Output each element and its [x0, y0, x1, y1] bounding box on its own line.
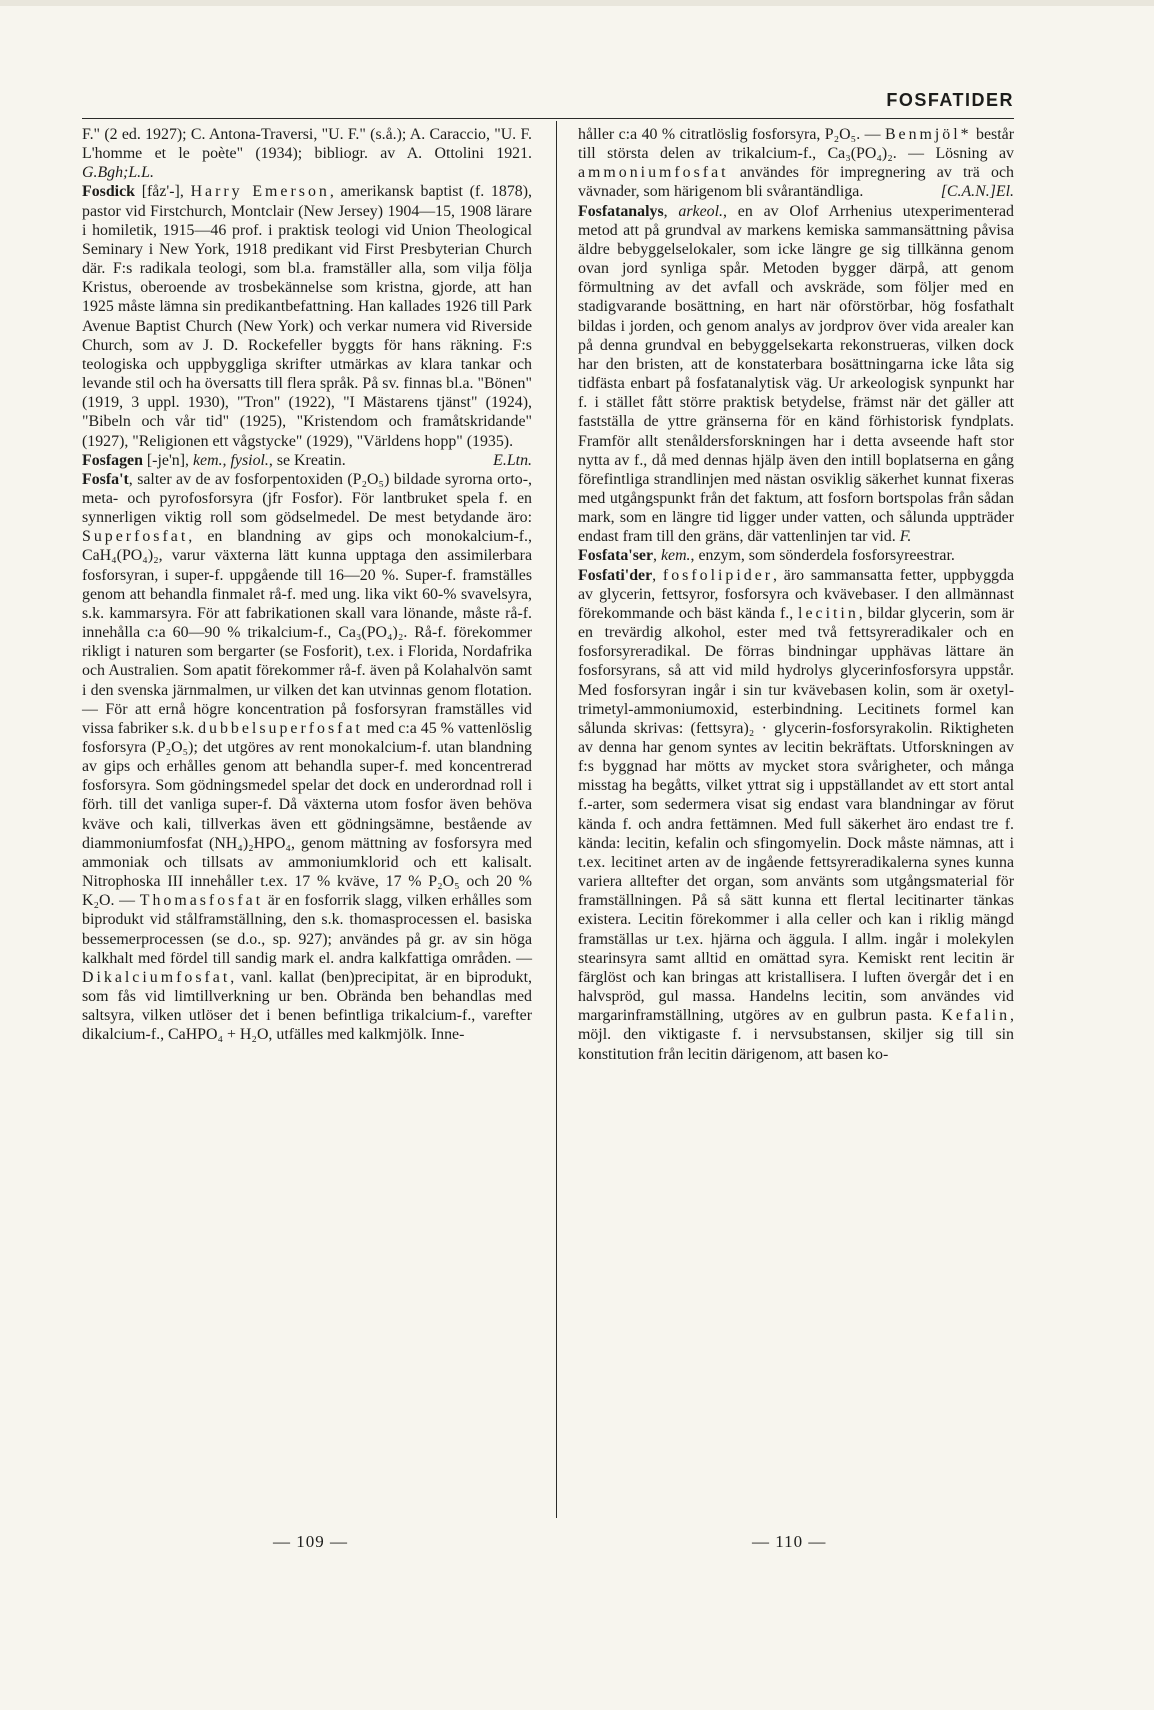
header-rule	[82, 118, 1014, 119]
author-signature: G.Bgh;L.L.	[82, 164, 154, 182]
entry-fosdick: Fosdick [fåz'-], Harry Emerson, amerikansk baptist (f. 1878), pastor vid Firstchurch, Montclair (New Jersey) 1904—15, 1908 lärare i homiletik, 1915—46 prof. i praktisk teologi vid Union Theological Seminary i New York, 1918 predikant vid First Presbyterian Church där. F:s radikala teologi, som bl.a. framställer alla, som vilja följa Kristus, oberoende av trosbekännelse som kristna, gjorde, att han 1925 måste lämna sin predikantbefattning. Han kallades 1926 till Park Avenue Baptist Church (New York) och verkar numera vid Riverside Church, som av J. D. Rockefeller byggts för hans räkning. F:s teologiska och uppbyggliga skrifter utmärkas av klara tankar och levande stil och ha översatts till flera språk. På sv. finnas bl.a. "Bönen" (1919, 3 uppl. 1930), "Tron" (1922), "I Mästarens tjänst" (1924), "Bibeln och vår tid" (1925), "Kristendom och framåtskridande" (1927), "Religionen ett vågstycke" (1929), "Världens hopp" (1935). E.Ltn.	[82, 183, 532, 469]
spaced-term: lecitin	[798, 604, 859, 622]
spaced-term: fosfolipider	[662, 566, 774, 584]
author-signature: E.Ltn.	[493, 451, 532, 469]
author-signature: F.	[899, 528, 912, 546]
headword: Fosfagen	[82, 451, 143, 469]
spaced-term: Dikalciumfosfat	[82, 968, 231, 986]
headword: Fosdick	[82, 183, 135, 201]
right-column	[578, 125, 1014, 1064]
column-divider	[556, 121, 557, 1518]
entry-fosfatider: Fosfati'der, fosfolipider, äro sammansatta fetter, uppbyggda av glycerin, fettsyror, fosforsyra och kvävebaser. I den allmännast förekommande och bäst kända f., lecitin, bildar glycerin, som är en trevärdig alkohol, ester med två fettsyreradikaler och en fosforsyreradikal. De förras bindningar upphävas lättare än fosforsyrans, så att vid mild hydrolys glycerinfosforsyra uppstår. Med fosforsyran ingår i sin tur kvävebasen kolin, som är oxetyl-trimetyl-ammoniumoxid, esterbindning. Lecitinets formel kan sålunda skrivas: (fettsyra)₂ · glycerin-fosforsyrakolin. Riktigheten av denna har genom syntes av lecitin bekräftats. Utforskningen av f:s byggnad har mötts av mycket stora svårigheter, och många misstag ha begåtts, vilket yttrat sig i uppställandet av ett stort antal f.-arter, som sedermera visat sig endast vara blandningar av förut kända f. och andra fettämnen. Med full säkerhet äro endast tre f. kända: lecitin, kefalin och sfingomyelin. Dock måste nämnas, att i t.ex. lecitinet arten av de ingående fettsyreradikalerna synes kunna variera alltefter det organ, som använts som utgångsmaterial för framställningen. På så sätt kunna ett flertal lecitinarter tänkas existera. Lecitin förekommer i alla celler och kan i riklig mängd framställas ur t.ex. hjärna och äggula. I allm. ingår i molekylen stearinsyra samt alltid en omättad syra. Kemiskt rent lecitin är färglöst och kan bringas att kristallisera. I luften övergår det i en halvspröd, gul massa. Handelns lecitin, som användes vid margarinframställning, utgöres av en gulbrun pasta. Kefalin, möjl. den viktigaste f. i nervsubstansen, skiljer sig till sin konstitution från lecitin därigenom, att basen ko-	[578, 566, 1014, 1063]
author-signature: [C.A.N.]El.	[940, 183, 1014, 201]
headword: Fosfata'ser	[578, 547, 654, 565]
running-head-title: FOSFATIDER	[886, 90, 1014, 110]
page-number-right: — 110 —	[752, 1532, 827, 1551]
subject-field: arkeol.	[678, 202, 723, 220]
headword: Fosfa't	[82, 470, 129, 488]
entry-continuation: F." (2 ed. 1927); C. Antona-Traversi, "U. F." (s.å.); A. Caraccio, "U. F. L'homme et le poète" (1934); bibliogr. av A. Ottolini 1921. G.Bgh;L.L.	[82, 126, 532, 182]
spaced-term: dubbelsuperfosfat	[198, 719, 363, 737]
spaced-name: Harry Emerson	[190, 183, 330, 201]
spaced-term: Thomasfosfat	[139, 892, 264, 910]
spaced-term: ammoniumfosfat	[578, 164, 729, 182]
page-number-left: — 109 —	[273, 1532, 348, 1551]
subject-field: kem.	[660, 547, 691, 565]
spaced-term: Benmjöl*	[884, 126, 972, 143]
entry-fosfagen: Fosfagen [-je'n], kem., fysiol., se Kreatin.	[82, 451, 346, 469]
headword: Fosfati'der	[578, 566, 653, 584]
spaced-term: Superfosfat	[82, 528, 189, 546]
spaced-term: Kefalin	[941, 1007, 1011, 1025]
entry-fosfatanalys: Fosfatanalys, arkeol., en av Olof Arrhenius utexperimenterad metod att på grundval av markens kemiska sammansättning påvisa äldre bebyggelselokaler, som icke längre ge sig tillkänna genom ovan jord synliga spår. Metoden bygger därpå, att genom förmultning av det avfall och avskräde, som följer med en stadigvarande bosättning, en hart när oförstörbar, hög fosfathalt bildas i jorden, och genom analys av jordprov över vida arealer kan på denna grundval en bebyggelsekarta rekonstrueras, vilken dock har den bristen, att de konstaterbara bosättningarna icke låta sig tidfästa enbart på fosfatanalytisk väg. Ur arkeologisk synpunkt har f. i stället fått större praktisk betydelse, främst när det gäller att fastställa de yttre gränserna för en känd förhistorisk fyndplats. Framför allt stenåldersforskningen har i detta avseende haft stor nytta av f., då med dennas hjälp även den intill boplatserna en gång förefintliga strandlinjen med nästan osviklig säkerhet kunnat fixeras med utgångspunkt från det faktum, att fosforn bortspolas från sådan mark, som en längre tid ligger under vatten, och sålunda uppträder endast fram till den gräns, där vattenlinjen tar vid. F.	[578, 202, 1014, 546]
left-column	[82, 125, 532, 1045]
entry-fosfat: Fosfa't, salter av de av fosforpentoxiden (P₂O₅) bildade syrorna orto-, meta- och pyrofosforsyra (jfr Fosfor). För lantbruket spela f. en synnerligen viktig roll som gödselmedel. De mest betydande äro: Superfosfat, en blandning av gips och monokalcium-f., CaH₄(PO₄)₂, varur växterna lätt kunna upptaga den assimilerbara fosforsyran, i super-f. uppgående till 16—20 %. Super-f. framställes genom att behandla finmalet rå-f. med ung. lika vikt 60-% svavelsyra, s.k. kammarsyra. För att fabrikationen skall vara lönande, måste rå-f. innehålla c:a 60—90 % trikalcium-f., Ca₃(PO₄)₂. Rå-f. förekommer rikligt i naturen som bergarter (se Fosforit), t.ex. i Florida, Nordafrika och Australien. Som apatit förekommer rå-f. även på Kolahalvön samt i den svenska järnmalmen, ur vilken det kan utvinnas genom flotation. — För att ernå högre koncentration på fosforsyran framställes vid vissa fabriker s.k. dubbelsuperfosfat med c:a 45 % vattenlöslig fosforsyra (P₂O₅); det utgöres av rent monokalcium-f. utan blandning av gips och erhålles genom att behandla super-f. med koncentrerad fosforsyra. Som gödningsmedel spelar det dock en underordnad roll i förh. till det vanliga super-f. Då växterna utom fosfor även behöva kväve och kali, tillverkas även ett gödningsämne, bestående av diammoniumfosfat (NH₄)₂HPO₄, genom mättning av fosforsyra med ammoniak och tillsats av ammoniumklorid och ett kalisalt. Nitrophoska III innehåller t.ex. 17 % kväve, 17 % P₂O₅ och 20 % K₂O. — Thomasfosfat är en fosforrik slagg, vilken erhålles som biprodukt vid stålframställning, den s.k. thomasprocessen el. basiska bessemerprocessen (se d.o., sp. 927); användes på gr. av sin höga kalkhalt med fördel till sandig mark el. andra kalkfattiga områden. — Dikalciumfosfat, vanl. kallat (ben)precipitat, är en biprodukt, som fås vid limtillverkning ur ben. Obrända ben behandlas med saltsyra, vilken utlöser det i benen befintliga trikalcium-f., varefter dikalcium-f., CaHPO₄ + H₂O, utfälles med kalkmjölk. Inne-	[82, 470, 532, 1044]
headword: Fosfatanalys	[578, 202, 664, 220]
entry-fosfat-continuation: håller c:a 40 % citratlöslig fosforsyra, P₂O₅. — Benmjöl* består till största delen av trikalcium-f., Ca₃(PO₄)₂. — Lösning av ammoniumfosfat användes för impregnering av trä och vävnader, som härigenom bli svårantändliga. [C.A.N.]El.	[578, 126, 1015, 201]
entry-fosfataser: Fosfata'ser, kem., enzym, som sönderdela fosforsyreestrar.	[578, 547, 955, 565]
subject-field: kem., fysiol.	[193, 451, 269, 469]
page-edge	[0, 0, 1154, 6]
